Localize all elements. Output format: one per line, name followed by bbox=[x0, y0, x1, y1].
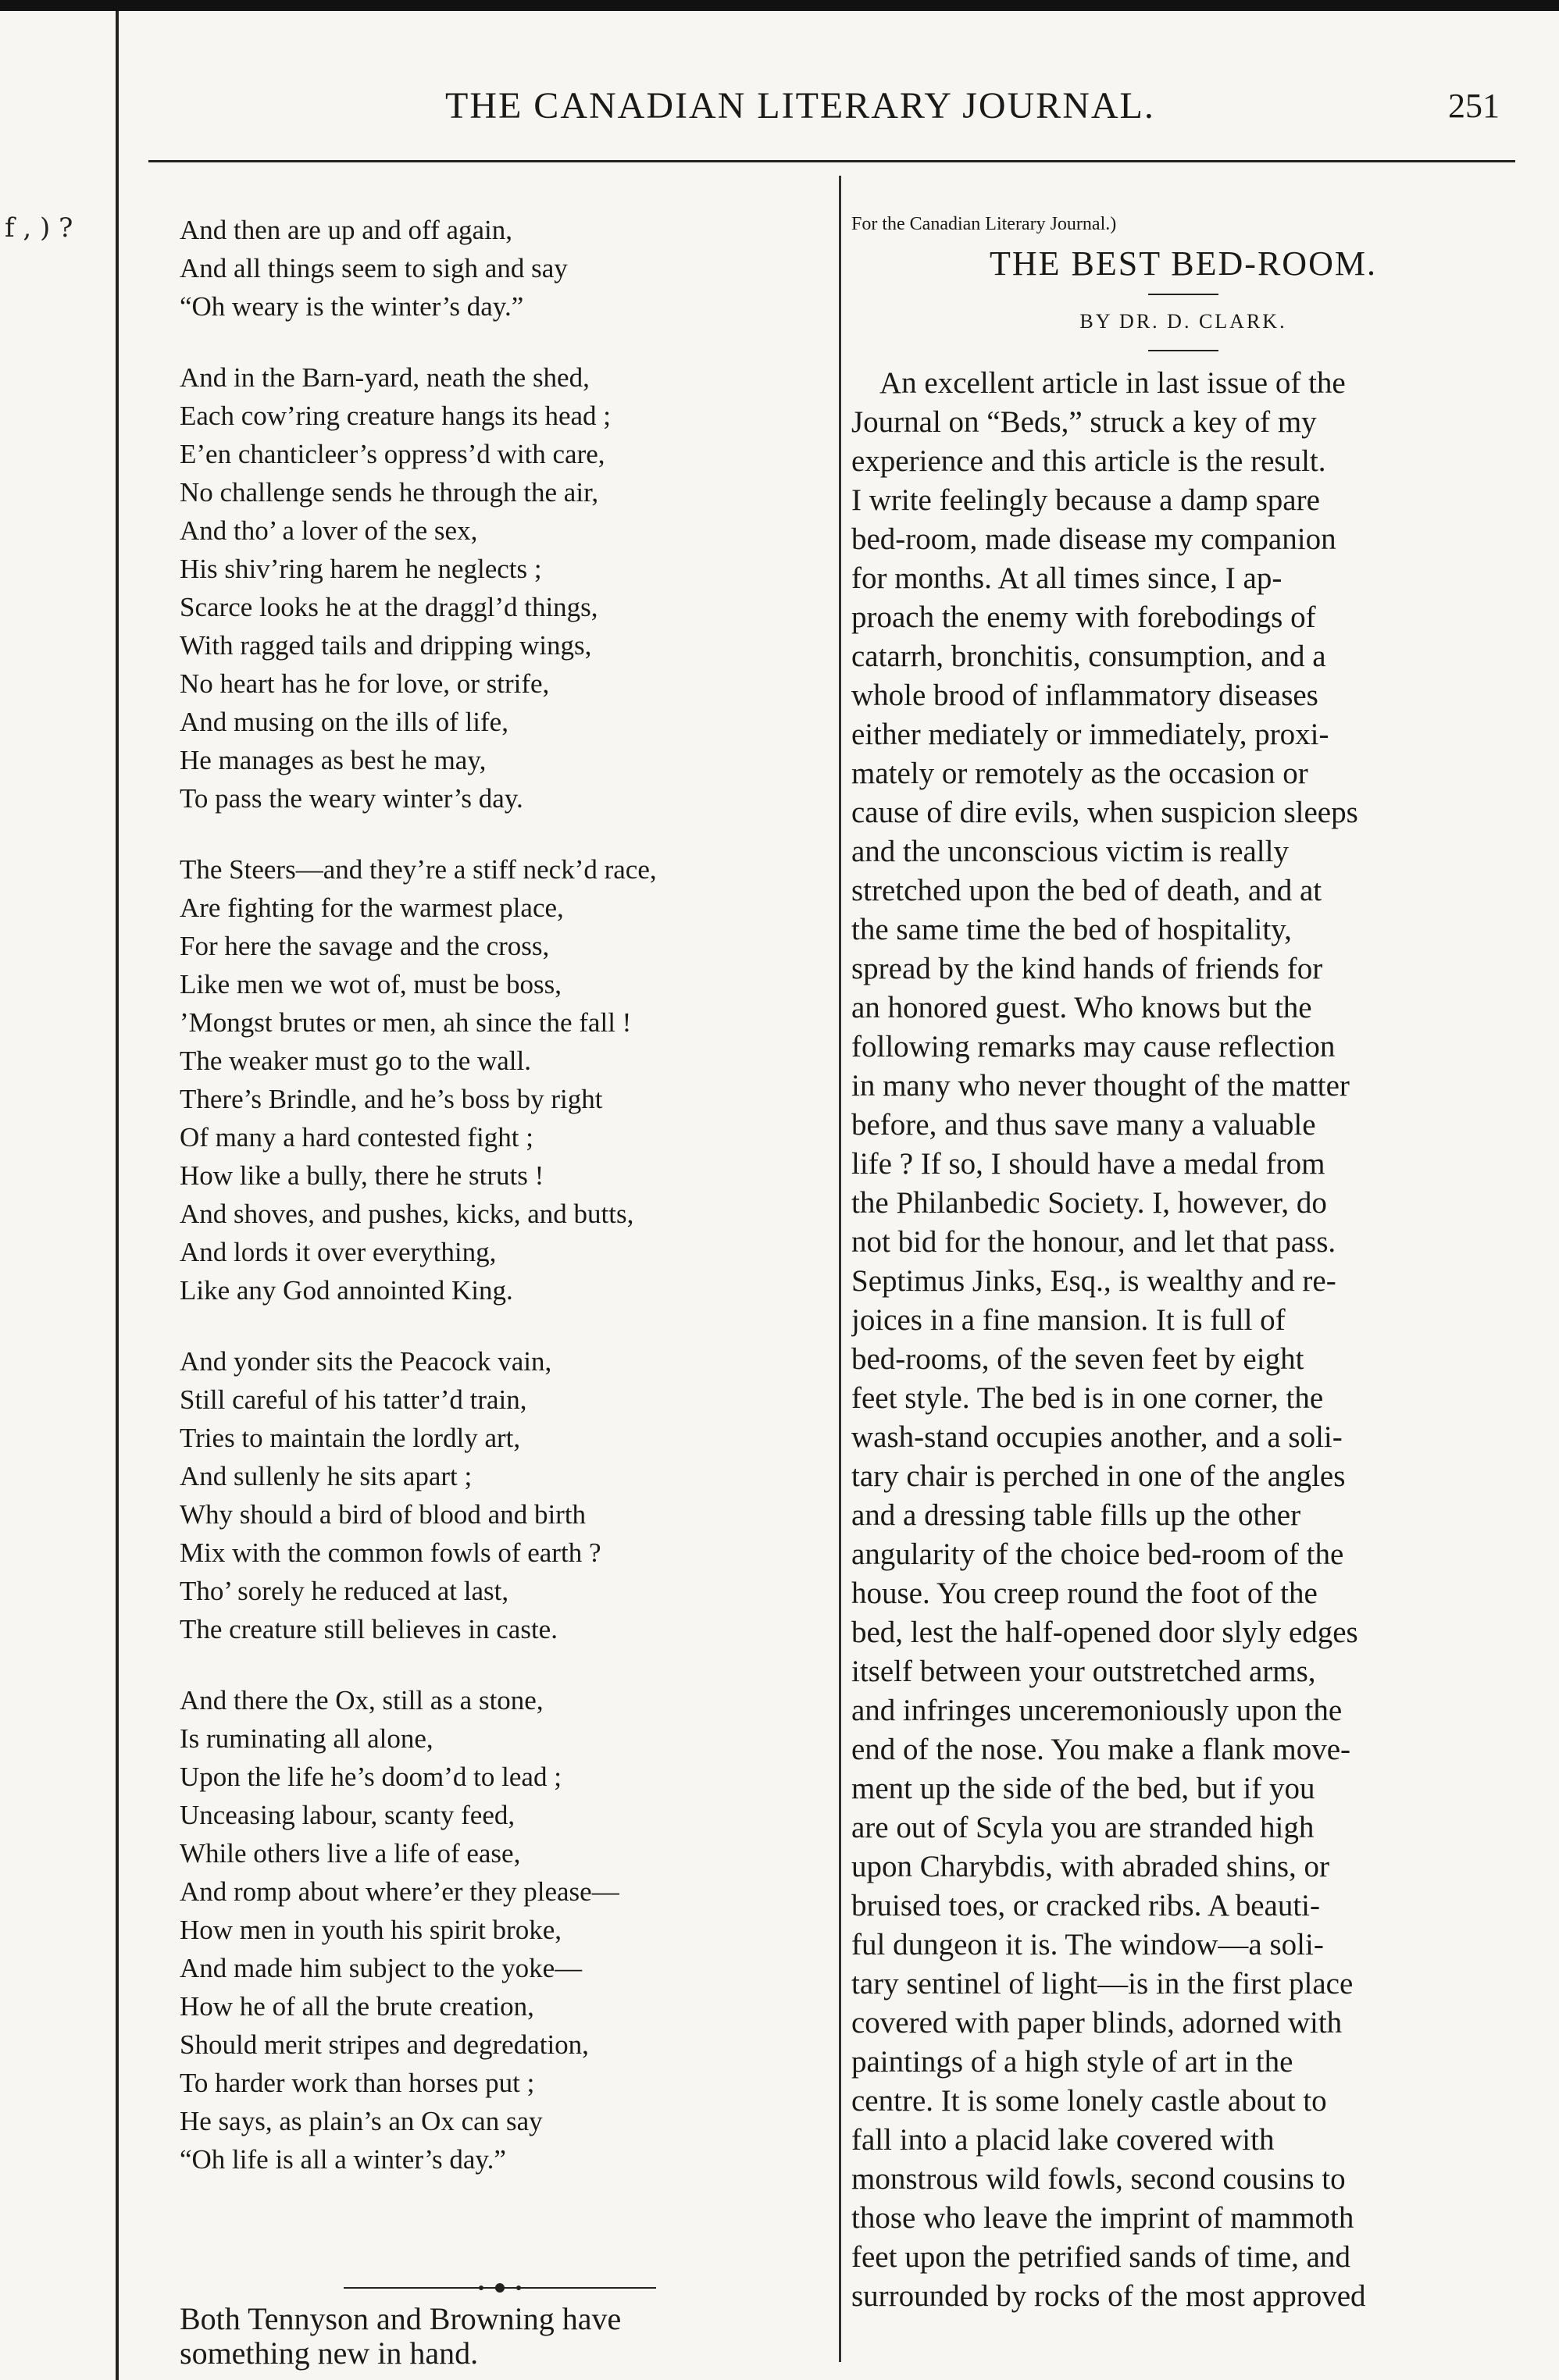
poem-line: Like any God annointed King. bbox=[180, 1275, 513, 1306]
article-line: and infringes unceremoniously upon the bbox=[851, 1694, 1343, 1727]
poem-line: The weaker must go to the wall. bbox=[180, 1046, 532, 1076]
binding-margin-line bbox=[116, 11, 119, 2380]
article-line: in many who never thought of the matter bbox=[851, 1069, 1350, 1103]
article-line: wash-stand occupies another, and a soli- bbox=[851, 1420, 1343, 1454]
article-line: whole brood of inflammatory diseases bbox=[851, 679, 1318, 712]
poem-line: Mix with the common fowls of earth ? bbox=[180, 1537, 601, 1568]
poem-line: And then are up and off again, bbox=[180, 215, 513, 245]
article-line: those who leave the imprint of mammoth bbox=[851, 2201, 1354, 2235]
article-line: ful dungeon it is. The window—a soli- bbox=[851, 1928, 1324, 1961]
poem-line: He manages as best he may, bbox=[180, 745, 487, 775]
article-line: paintings of a high style of art in the bbox=[851, 2045, 1293, 2079]
article-line: before, and thus save many a valuable bbox=[851, 1108, 1316, 1142]
article-line: tary sentinel of light—is in the first place bbox=[851, 1967, 1354, 2001]
poem-line: And musing on the ills of life, bbox=[180, 707, 508, 737]
poem-line: How he of all the brute creation, bbox=[180, 1991, 534, 2022]
byline: BY DR. D. CLARK. bbox=[1079, 310, 1287, 333]
poem-line: And lords it over everything, bbox=[180, 1237, 497, 1267]
poem-line: For here the savage and the cross, bbox=[180, 931, 550, 961]
poem-stanza bbox=[180, 1681, 804, 2179]
poem-line: Each cow’ring creature hangs its head ; bbox=[180, 401, 611, 431]
poem-line: Of many a hard contested fight ; bbox=[180, 1122, 533, 1153]
article-line: house. You creep round the foot of the bbox=[851, 1577, 1318, 1610]
article-line: and the unconscious victim is really bbox=[851, 835, 1289, 868]
article-line: upon Charybdis, with abraded shins, or bbox=[851, 1850, 1330, 1883]
poem-stanza bbox=[180, 1342, 804, 1648]
poem-line: Unceasing labour, scanty feed, bbox=[180, 1800, 516, 1830]
article-line: feet upon the petrified sands of time, and bbox=[851, 2240, 1350, 2274]
poem-line: To harder work than horses put ; bbox=[180, 2068, 535, 2098]
footnote-line: Both Tennyson and Browning have bbox=[180, 2301, 622, 2336]
poem-line: No heart has he for love, or strife, bbox=[180, 668, 550, 699]
top-rule bbox=[0, 0, 1559, 11]
header-rule bbox=[148, 160, 1515, 162]
poem-line: E’en chanticleer’s oppress’d with care, bbox=[180, 439, 605, 469]
poem-line: And yonder sits the Peacock vain, bbox=[180, 1346, 552, 1377]
poem-line: And there the Ox, still as a stone, bbox=[180, 1685, 544, 1716]
article-line: experience and this article is the result. bbox=[851, 444, 1326, 478]
poem-line: And tho’ a lover of the sex, bbox=[180, 515, 478, 546]
article-line: joices in a fine mansion. It is full of bbox=[851, 1303, 1286, 1337]
poem-line: There’s Brindle, and he’s boss by right bbox=[180, 1084, 603, 1114]
article-line: mately or remotely as the occasion or bbox=[851, 757, 1308, 790]
article-line: proach the enemy with forebodings of bbox=[851, 600, 1316, 634]
article-line: itself between your outstretched arms, bbox=[851, 1655, 1316, 1688]
article-line: feet style. The bed is in one corner, the bbox=[851, 1381, 1324, 1415]
article-line: following remarks may cause reflection bbox=[851, 1030, 1336, 1064]
article-line: an honored guest. Who knows but the bbox=[851, 991, 1312, 1024]
title-rule bbox=[1148, 294, 1218, 295]
article-line: either mediately or immediately, proxi- bbox=[851, 718, 1329, 751]
poem-line: The creature still believes in caste. bbox=[180, 1614, 558, 1644]
article-line: the same time the bed of hospitality, bbox=[851, 913, 1292, 946]
page-number: 251 bbox=[1448, 86, 1500, 125]
column-divider bbox=[839, 176, 841, 2362]
article-line: Septimus Jinks, Esq., is wealthy and re- bbox=[851, 1264, 1336, 1298]
article-line: for months. At all times since, I ap- bbox=[851, 561, 1283, 595]
page-header bbox=[187, 78, 1500, 133]
article-line: bed-rooms, of the seven feet by eight bbox=[851, 1342, 1304, 1376]
poem-line: And in the Barn-yard, neath the shed, bbox=[180, 362, 590, 393]
article-line: spread by the kind hands of friends for bbox=[851, 952, 1323, 985]
article-line: centre. It is some lonely castle about to bbox=[851, 2084, 1327, 2118]
article-line: bed, lest the half-opened door slyly edges bbox=[851, 1616, 1358, 1649]
poem-line: And shoves, and pushes, kicks, and butts, bbox=[180, 1199, 634, 1229]
article-line: covered with paper blinds, adorned with bbox=[851, 2006, 1343, 2040]
poem-line: While others live a life of ease, bbox=[180, 1838, 521, 1869]
section-divider-ornament bbox=[328, 2278, 672, 2297]
poem-line: Still careful of his tatter’d train, bbox=[180, 1384, 527, 1415]
footnote bbox=[180, 2302, 836, 2371]
poem-line: With ragged tails and dripping wings, bbox=[180, 630, 592, 661]
source-note: For the Canadian Literary Journal.) bbox=[851, 214, 1117, 234]
article-title: THE BEST BED-ROOM. bbox=[990, 244, 1377, 283]
article-line: Journal on “Beds,” struck a key of my bbox=[851, 405, 1317, 439]
poem-line: The Steers—and they’re a stiff neck’d race, bbox=[180, 854, 657, 885]
article-line: end of the nose. You make a flank move- bbox=[851, 1733, 1351, 1766]
article-body bbox=[851, 364, 1515, 2316]
poem-line: No challenge sends he through the air, bbox=[180, 477, 599, 508]
poem-line: To pass the weary winter’s day. bbox=[180, 783, 523, 814]
poem-line: And made him subject to the yoke— bbox=[180, 1953, 583, 1983]
running-title: THE CANADIAN LITERARY JOURNAL. bbox=[445, 84, 1155, 126]
poem-line: And sullenly he sits apart ; bbox=[180, 1461, 473, 1491]
article-line: and a dressing table fills up the other bbox=[851, 1498, 1301, 1532]
article-line: monstrous wild fowls, second cousins to bbox=[851, 2162, 1346, 2196]
article-line: cause of dire evils, when suspicion sleeps bbox=[851, 796, 1358, 829]
poem-line: Upon the life he’s doom’d to lead ; bbox=[180, 1762, 562, 1792]
article-line: bruised toes, or cracked ribs. A beauti- bbox=[851, 1889, 1320, 1922]
article-line: stretched upon the bed of death, and at bbox=[851, 874, 1322, 907]
article-line: ment up the side of the bed, but if you bbox=[851, 1772, 1315, 1805]
article-line: the Philanbedic Society. I, however, do bbox=[851, 1186, 1327, 1220]
poem-stanza bbox=[180, 211, 804, 326]
poem-line: His shiv’ring harem he neglects ; bbox=[180, 554, 542, 584]
article-line: bed-room, made disease my companion bbox=[851, 522, 1336, 556]
article-line: are out of Scyla you are stranded high bbox=[851, 1811, 1315, 1844]
article-line: fall into a placid lake covered with bbox=[851, 2123, 1275, 2157]
poem-line: He says, as plain’s an Ox can say bbox=[180, 2106, 543, 2136]
byline-rule bbox=[1148, 350, 1218, 351]
poem-line: How men in youth his spirit broke, bbox=[180, 1915, 562, 1945]
poem-line: How like a bully, there he struts ! bbox=[180, 1160, 544, 1191]
margin-marks: f , ) ? bbox=[5, 212, 73, 244]
poem-column bbox=[180, 211, 804, 2211]
poem-stanza bbox=[180, 850, 804, 1309]
article-line: tary chair is perched in one of the angles bbox=[851, 1459, 1346, 1493]
poem-line: Like men we wot of, must be boss, bbox=[180, 969, 562, 999]
article-line: catarrh, bronchitis, consumption, and a bbox=[851, 640, 1326, 673]
poem-line: And all things seem to sigh and say bbox=[180, 253, 568, 283]
poem-line: Scarce looks he at the draggl’d things, bbox=[180, 592, 598, 622]
article-line: An excellent article in last issue of the bbox=[879, 366, 1346, 400]
article-line: surrounded by rocks of the most approved bbox=[851, 2279, 1366, 2313]
footnote-line: something new in hand. bbox=[180, 2335, 479, 2371]
poem-line: Are fighting for the warmest place, bbox=[180, 892, 564, 923]
article-line: life ? If so, I should have a medal from bbox=[851, 1147, 1325, 1181]
poem-line: “Oh life is all a winter’s day.” bbox=[180, 2144, 506, 2175]
article-line: angularity of the choice bed-room of the bbox=[851, 1537, 1344, 1571]
poem-line: Is ruminating all alone, bbox=[180, 1723, 433, 1754]
poem-line: And romp about where’er they please— bbox=[180, 1876, 619, 1907]
poem-line: Tries to maintain the lordly art, bbox=[180, 1423, 521, 1453]
poem-stanza bbox=[180, 358, 804, 818]
article-column bbox=[851, 211, 1515, 2316]
poem-line: Why should a bird of blood and birth bbox=[180, 1499, 587, 1530]
poem-line: Tho’ sorely he reduced at last, bbox=[180, 1576, 509, 1606]
poem-line: Should merit stripes and degredation, bbox=[180, 2029, 589, 2060]
poem-line: “Oh weary is the winter’s day.” bbox=[180, 291, 524, 322]
poem-line: ’Mongst brutes or men, ah since the fall ! bbox=[180, 1007, 632, 1038]
article-line: not bid for the honour, and let that pass. bbox=[851, 1225, 1336, 1259]
article-line: I write feelingly because a damp spare bbox=[851, 483, 1320, 517]
